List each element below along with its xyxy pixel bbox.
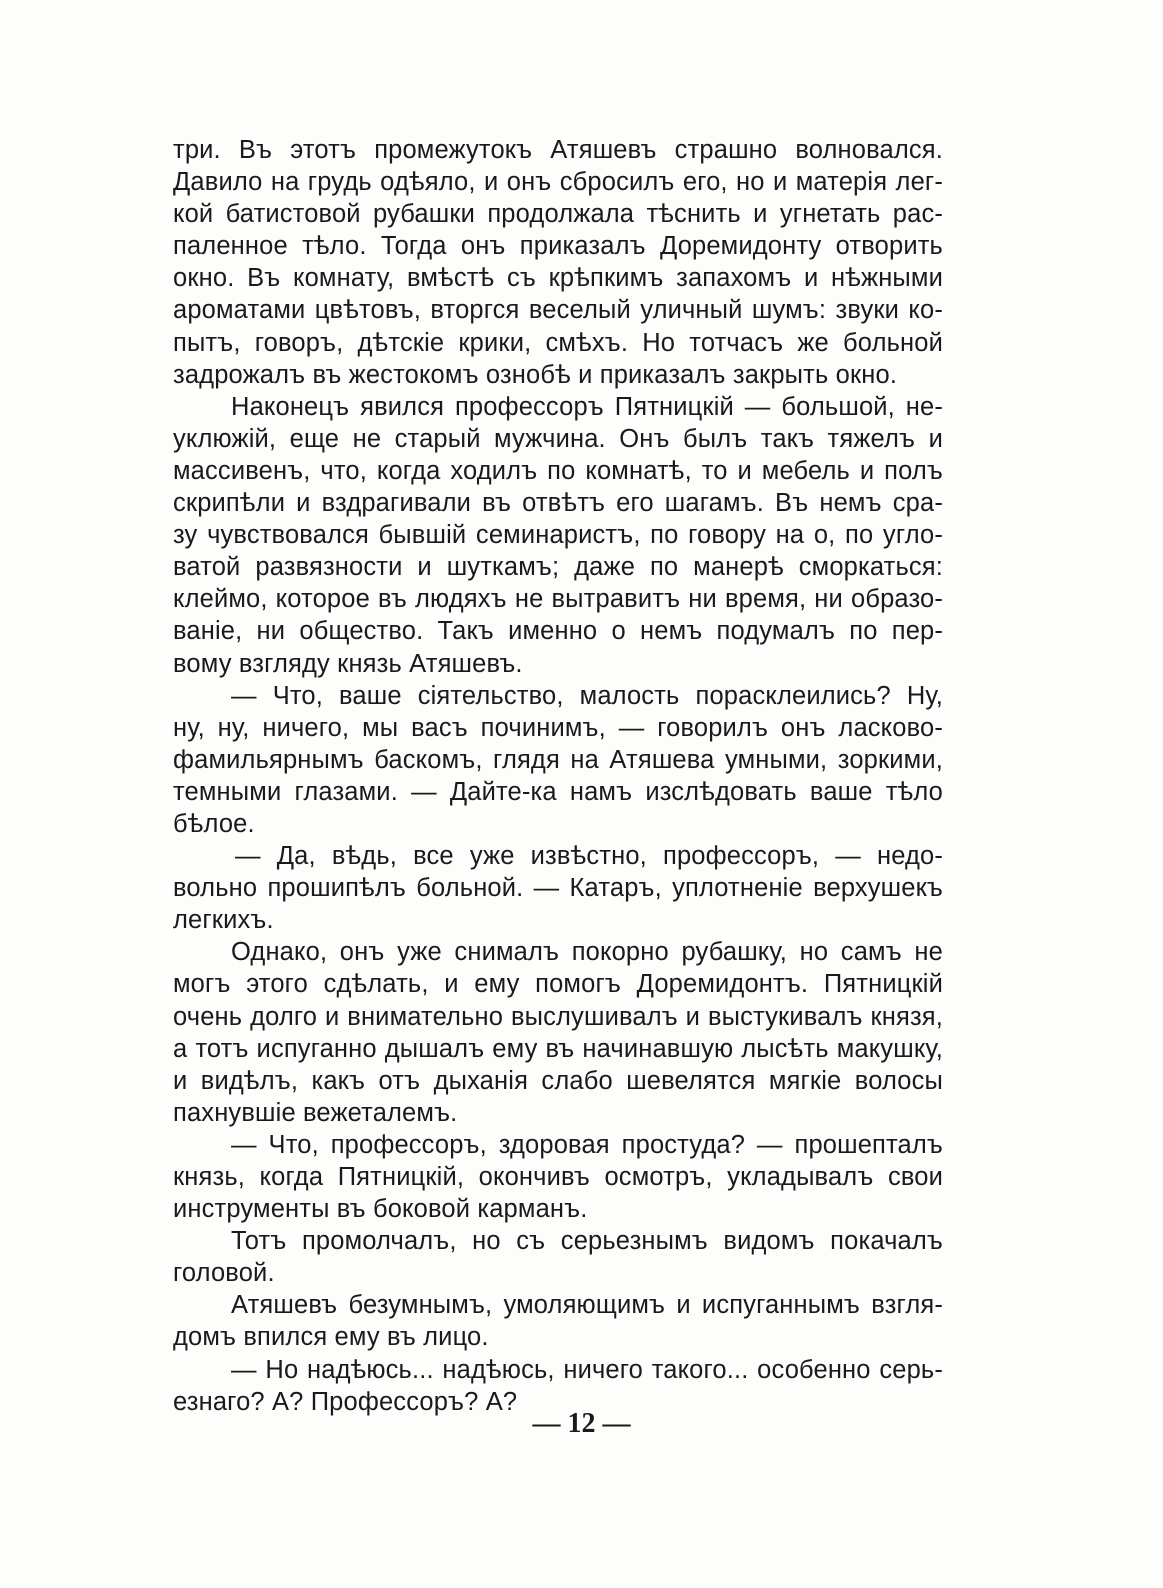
- text-line: зу чувствовался бывшій семинаристъ, по говору на о, по угло-: [173, 521, 943, 550]
- text-line: — Да, вѣдь, все уже извѣстно, профессоръ, — недо-: [235, 842, 943, 871]
- text-line: массивенъ, что, когда ходилъ по комнатѣ, то и мебель и полъ: [173, 456, 943, 485]
- page-number: — 12 —: [532, 1408, 631, 1439]
- text-line: князь, когда Пятницкій, окончивъ осмотръ, укладывалъ свои: [173, 1163, 943, 1191]
- text-line: кой батистовой рубашки продолжала тѣснить и угнетать рас-: [173, 200, 943, 229]
- text-line: и видѣлъ, какъ отъ дыханія слабо шевелятся мягкіе волосы: [173, 1066, 943, 1095]
- text-line: вому взгляду князь Атяшевъ.: [173, 649, 523, 678]
- text-line: темными глазами. — Дайте-ка намъ изслѣдовать ваше тѣло: [173, 777, 943, 806]
- text-line: ваніе, ни общество. Такъ именно о немъ подумалъ по пер-: [173, 617, 943, 646]
- text-line: — Что, профессоръ, здоровая простуда? — прошепталъ: [231, 1130, 943, 1159]
- text-line: три. Въ этотъ промежутокъ Атяшевъ страшно волновался.: [173, 136, 943, 164]
- text-line: вольно прошипѣлъ больной. — Катаръ, уплотненіе верхушекъ: [173, 874, 943, 903]
- body-text: [173, 134, 943, 1418]
- text-line: окно. Въ комнату, вмѣстѣ съ крѣпкимъ запахомъ и нѣжными: [173, 264, 943, 293]
- text-line: ватой развязности и шуткамъ; даже по манерѣ сморкаться:: [173, 553, 943, 582]
- text-line: легкихъ.: [173, 906, 274, 935]
- text-line: фамильярнымъ баскомъ, глядя на Атяшева умными, зоркими,: [173, 745, 943, 774]
- text-line: очень долго и внимательно выслушивалъ и выстукивалъ князя,: [173, 1002, 943, 1031]
- text-line: Наконецъ явился профессоръ Пятницкій — большой, не-: [231, 392, 943, 421]
- text-line: ну, ну, ничего, мы васъ починимъ, — говорилъ онъ ласково-: [173, 713, 943, 742]
- text-line: езнаго? А? Профессоръ? А?: [173, 1387, 518, 1416]
- text-line: паленное тѣло. Тогда онъ приказалъ Доремидонту отворить: [173, 232, 943, 261]
- text-line: уклюжій, еще не старый мужчина. Онъ былъ такъ тяжелъ и: [173, 424, 943, 453]
- text-line: пахнувшіе вежеталемъ.: [173, 1098, 458, 1127]
- text-line: Давило на грудь одѣяло, и онъ сбросилъ его, но и матерія лег-: [173, 168, 943, 197]
- text-line: бѣлое.: [173, 809, 255, 838]
- text-line: инструменты въ боковой карманъ.: [173, 1195, 588, 1224]
- text-line: клеймо, которое въ людяхъ не вытравитъ ни время, ни образо-: [173, 585, 943, 614]
- text-line: скрипѣли и вздрагивали въ отвѣтъ его шагамъ. Въ немъ сра-: [173, 489, 943, 518]
- text-line: могъ этого сдѣлать, и ему помогъ Доремидонтъ. Пятницкій: [173, 970, 943, 999]
- text-line: домъ впился ему въ лицо.: [173, 1323, 489, 1352]
- text-line: ароматами цвѣтовъ, вторгся веселый уличный шумъ: звуки ко-: [173, 296, 943, 325]
- text-line: Атяшевъ безумнымъ, умоляющимъ и испуганнымъ взгля-: [231, 1291, 943, 1320]
- text-line: — Но надѣюсь... надѣюсь, ничего такого... особенно серь-: [231, 1355, 943, 1384]
- text-line: Тотъ промолчалъ, но съ серьезнымъ видомъ покачалъ: [231, 1227, 943, 1256]
- text-line: а тотъ испуганно дышалъ ему въ начинавшую лысѣть макушку,: [173, 1034, 943, 1063]
- text-line: задрожалъ въ жестокомъ ознобѣ и приказалъ закрыть окно.: [173, 360, 898, 389]
- text-line: — Что, ваше сіятельство, малость порасклеились? Ну,: [231, 681, 943, 710]
- text-line: Однако, онъ уже снималъ покорно рубашку, но самъ не: [231, 938, 943, 967]
- text-line: пытъ, говоръ, дѣтскіе крики, смѣхъ. Но тотчасъ же больной: [173, 328, 943, 357]
- text-line: головой.: [173, 1259, 275, 1288]
